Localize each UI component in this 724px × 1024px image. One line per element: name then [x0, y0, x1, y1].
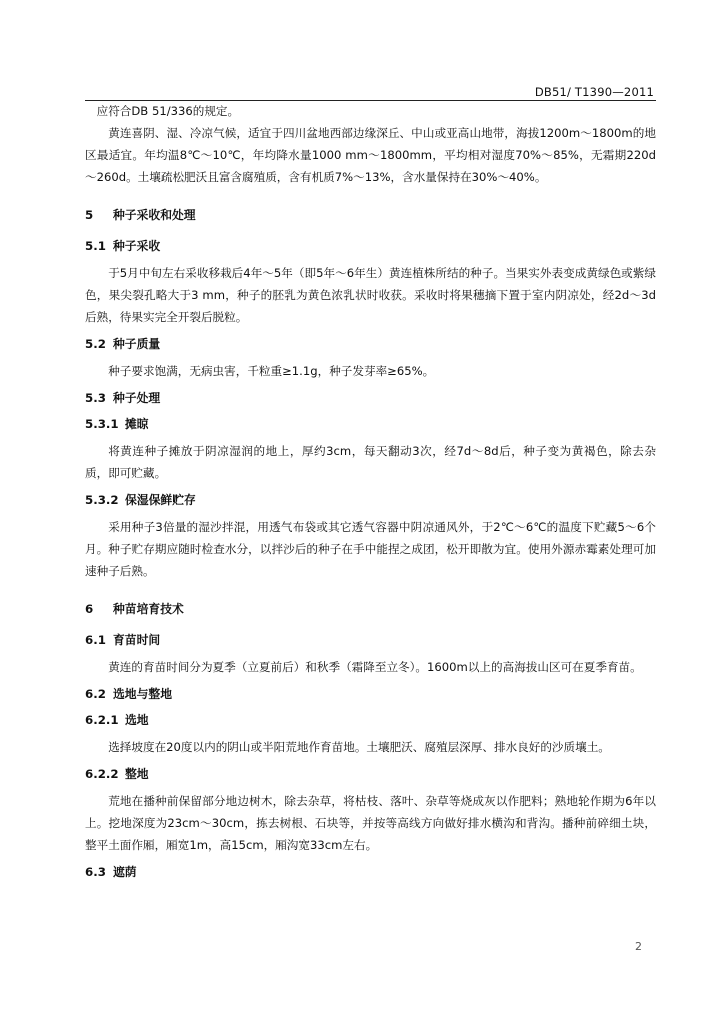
paragraph-5-1: 于5月中旬左右采收移栽后4年～5年（即5年～6年生）黄连植株所结的种子。当果实外表变成黄绿色或紫绿色，果尖裂孔略大于3 mm，种子的胚乳为黄色浓乳状时收获。采收时将果穗摘下置于室内阴凉处，经2d～3d后熟，待果实完全开裂后脱粒。: [85, 266, 656, 324]
section-title: 保湿保鲜贮存: [125, 493, 196, 507]
paragraph-6-1: 黄连的育苗时间分为夏季（立夏前后）和秋季（霜降至立冬）。1600m以上的高海拔山区可在夏季育苗。: [108, 660, 642, 674]
section-number: 5.1: [85, 239, 106, 253]
section-number: 5: [85, 208, 94, 222]
section-number: 5.3.1: [85, 417, 119, 431]
section-title: 选地: [125, 713, 149, 727]
document-number: DB51/ T1390—2011: [534, 85, 654, 99]
section-title: 遮荫: [113, 865, 137, 879]
section-title: 种子采收: [113, 239, 161, 253]
section-number: 6.2.1: [85, 713, 119, 727]
section-title: 育苗时间: [113, 633, 161, 647]
section-title: 整地: [125, 767, 149, 781]
section-heading-6: [85, 599, 656, 619]
section-title: 选地与整地: [113, 687, 172, 701]
section-heading-5-3-1: [85, 414, 656, 434]
section-title: 种子处理: [113, 391, 161, 405]
page-content: [85, 100, 656, 888]
paragraph-5-3-1: 将黄连种子摊放于阴凉湿润的地上，厚约3cm，每天翻动3次，经7d～8d后，种子变为黄褐色，除去杂质，即可贮藏。: [85, 444, 656, 480]
section-number: 5.3.2: [85, 493, 119, 507]
section-heading-6-1: [85, 630, 656, 650]
section-number: 6.2.2: [85, 767, 119, 781]
section-title: 摊晾: [125, 417, 149, 431]
section-heading-5-3: [85, 388, 656, 408]
section-number: 5.3: [85, 391, 106, 405]
section-heading-6-2-1: [85, 710, 656, 730]
section-heading-5-2: [85, 334, 656, 354]
section-heading-6-2-2: [85, 764, 656, 784]
paragraph-climate: 黄连喜阴、湿、冷凉气候，适宜于四川盆地西部边缘深丘、中山或亚高山地带，海拔1200m～1800m的地区最适宜。年均温8℃～10℃，年均降水量1000 mm～1800mm，平均相对湿度70%～85%，无霜期220d～260d。土壤疏松肥沃且富含腐殖质，含有机质7%～13%，含水量保持在30%～40%。: [85, 126, 656, 184]
paragraph-6-2-2: 荒地在播种前保留部分地边树木，除去杂草，将枯枝、落叶、杂草等烧成灰以作肥料；熟地轮作期为6年以上。挖地深度为23cm～30cm，拣去树根、石块等，并按等高线方向做好排水横沟和背沟。播种前碎细土块，整平土面作厢，厢宽1m，高15cm，厢沟宽33cm左右。: [85, 794, 656, 852]
paragraph-continuation: 应符合DB 51/336的规定。: [96, 104, 240, 118]
section-title: 种苗培育技术: [113, 602, 184, 616]
section-number: 6.2: [85, 687, 106, 701]
section-number: 6.1: [85, 633, 106, 647]
section-heading-5-1: [85, 236, 656, 256]
page-number: 2: [635, 940, 642, 953]
section-number: 5.2: [85, 337, 106, 351]
section-heading-6-2: [85, 684, 656, 704]
paragraph-5-2: 种子要求饱满，无病虫害，千粒重≥1.1g，种子发芽率≥65%。: [108, 364, 435, 378]
section-heading-6-3: [85, 862, 656, 882]
section-number: 6: [85, 602, 94, 616]
paragraph-5-3-2: 采用种子3倍量的湿沙拌混，用透气布袋或其它透气容器中阴凉通风外，于2℃～6℃的温度下贮藏5～6个月。种子贮存期应随时检查水分，以拌沙后的种子在手中能捏之成团，松开即散为宜。使用外源赤霉素处理可加速种子后熟。: [85, 520, 656, 578]
section-title: 种子质量: [113, 337, 161, 351]
section-title: 种子采收和处理: [113, 208, 196, 222]
paragraph-6-2-1: 选择坡度在20度以内的阴山或半阳荒地作育苗地。土壤肥沃、腐殖层深厚、排水良好的沙质壤土。: [108, 740, 610, 754]
section-number: 6.3: [85, 865, 106, 879]
section-heading-5: [85, 205, 656, 225]
section-heading-5-3-2: [85, 490, 656, 510]
